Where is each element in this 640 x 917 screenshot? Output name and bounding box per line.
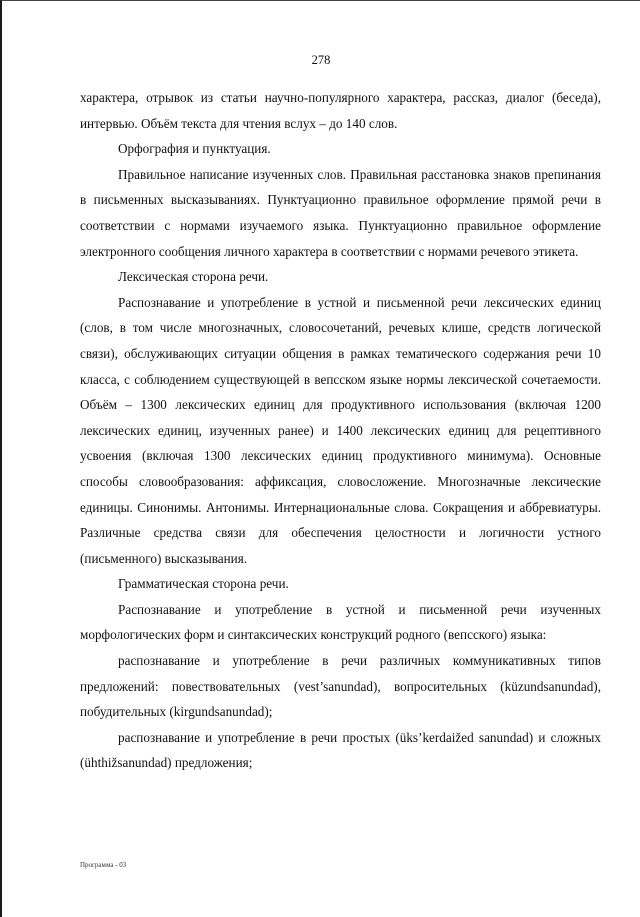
paragraph: Правильное написание изученных слов. Правильная расстановка знаков препинания в письменных высказываниях. Пунктуационно правильное оформление прямой речи в соответствии с нормами изучаемого языка. Пунктуационно правильное оформление электронного сообщения личного характера в соответствии с нормами речевого этикета. bbox=[80, 166, 601, 259]
page-number: 278 bbox=[311, 53, 331, 67]
paragraph: распознавание и употребление в речи простых (üks’kerdaižed sanundad) и сложных (ühthižsanundad) предложения; bbox=[80, 729, 601, 771]
section-heading-grammar: Грамматическая сторона речи. bbox=[118, 576, 289, 592]
section-heading-lexical: Лексическая сторона речи. bbox=[118, 269, 269, 285]
paragraph: Распознавание и употребление в устной и письменной речи лексических единиц (слов, в том числе многозначных, словосочетаний, речевых клише, средств логической связи), обслуживающих ситуации общения в рамках тематического содержания речи 10 класса, с соблюдением существующей в вепсском языке нормы лексической сочетаемости. Объём – 1300 лексических единиц для продуктивного использования (включая 1200 лексических единиц, изученных ранее) и 1400 лексических единиц для рецептивного усвоения (включая 1300 лексических единиц продуктивного минимума). Основные способы словообразования: аффиксация, словосложение. Многозначные лексические единицы. Синонимы. Антонимы. Интернациональные слова. Сокращения и аббревиатуры. Различные средства связи для обеспечения целостности и логичности устного (письменного) высказывания. bbox=[80, 294, 601, 566]
paragraph: характера, отрывок из статьи научно-популярного характера, рассказ, диалог (беседа), интервью. Объём текста для чтения вслух – до 140 слов. bbox=[80, 90, 601, 131]
section-heading-orthography: Орфография и пунктуация. bbox=[118, 141, 271, 157]
paragraph: Распознавание и употребление в устной и письменной речи изученных морфологических форм и синтаксических конструкций родного (вепсского) языка: bbox=[80, 601, 601, 643]
paragraph: распознавание и употребление в речи различных коммуникативных типов предложений: повествовательных (vest’sanundad), вопросительных (küzundsanundad), побудительных (kirgundsanundad); bbox=[80, 653, 601, 720]
body-text bbox=[80, 85, 601, 776]
footer-label: Программа - 03 bbox=[80, 861, 127, 869]
